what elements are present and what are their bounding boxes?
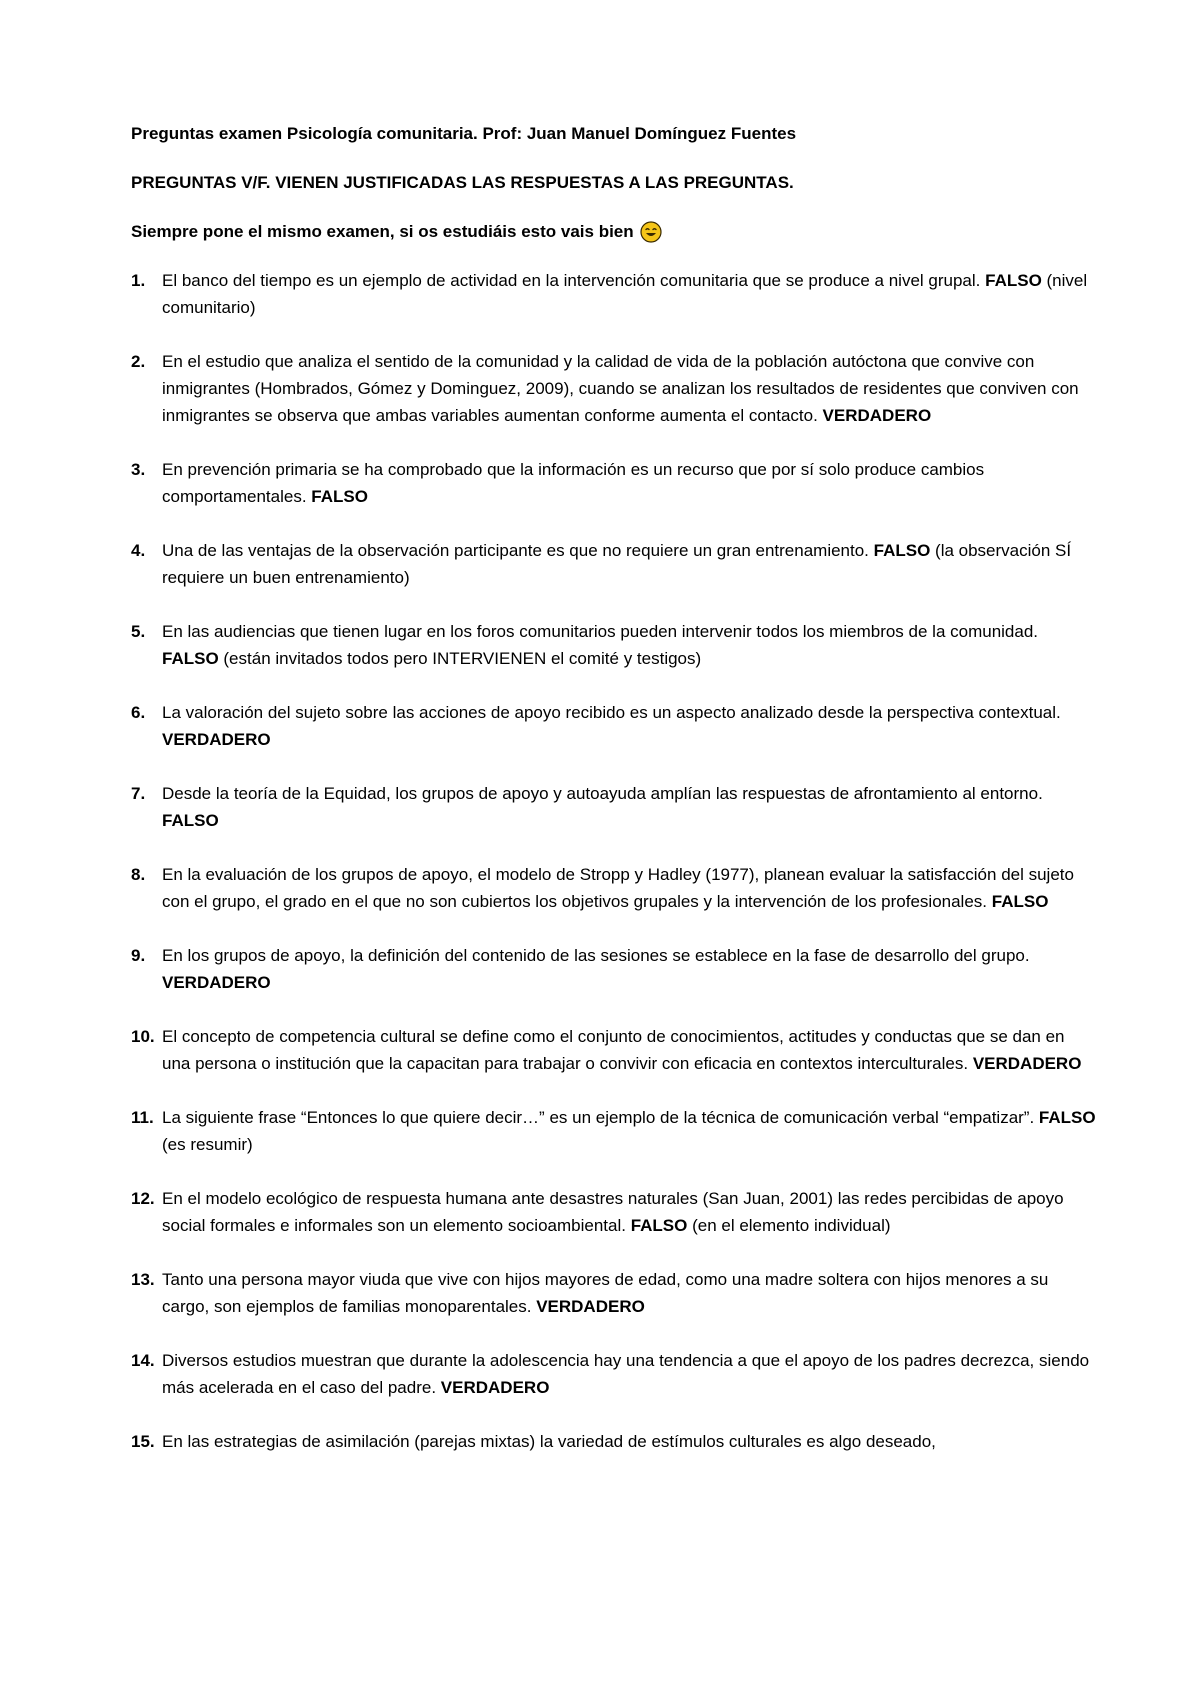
question-number: 6. [131, 703, 146, 722]
question-text: En los grupos de apoyo, la definición del contenido de las sesiones se establece en la fase de desarrollo del grupo. [162, 946, 1030, 965]
question-text: En las audiencias que tienen lugar en los foros comunitarios pueden intervenir todos los miembros de la comunidad. [162, 622, 1039, 641]
question-item [131, 1104, 1096, 1158]
question-note: (están invitados todos pero INTERVIENEN el comité y testigos) [218, 649, 702, 668]
document-subtitle: PREGUNTAS V/F. VIENEN JUSTIFICADAS LAS RESPUESTAS A LAS PREGUNTAS. [131, 173, 794, 192]
question-text: El banco del tiempo es un ejemplo de actividad en la intervención comunitaria que se produce a nivel grupal. [162, 271, 986, 290]
question-text: En las estrategias de asimilación (parejas mixtas) la variedad de estímulos culturales es algo deseado, [162, 1432, 936, 1451]
question-text: Diversos estudios muestran que durante la adolescencia hay una tendencia a que el apoyo de los padres decrezca, siendo más acelerada en el caso del padre. [162, 1351, 1090, 1397]
question-answer: VERDADERO [822, 406, 932, 425]
question-item [131, 861, 1096, 915]
question-item [131, 267, 1096, 321]
question-answer: VERDADERO [440, 1378, 550, 1397]
question-note: (en el elemento individual) [687, 1216, 891, 1235]
document-page [131, 120, 1096, 1482]
question-answer: FALSO [311, 487, 368, 506]
question-text: La siguiente frase “Entonces lo que quiere decir…” es un ejemplo de la técnica de comunicación verbal “empatizar”. [162, 1108, 1039, 1127]
question-answer: FALSO [162, 811, 219, 830]
question-item [131, 456, 1096, 510]
question-note: (la observación SÍ requiere un buen entrenamiento) [162, 541, 1072, 587]
question-number: 15. [131, 1432, 155, 1451]
question-answer: FALSO [630, 1216, 688, 1235]
question-answer: FALSO [873, 541, 931, 560]
intro-text: Siempre pone el mismo examen, si os estudiáis esto vais bien [131, 222, 634, 241]
question-text: En el estudio que analiza el sentido de la comunidad y la calidad de vida de la población autóctona que convive con inmigrantes (Hombrados, Gómez y Dominguez, 2009), cuando se analizan los resultados de residentes que conviven con inmigrantes se observa que ambas variables aumentan conforme aumenta el contacto. [162, 352, 1079, 425]
question-item [131, 1266, 1096, 1320]
question-item [131, 1347, 1096, 1401]
smiley-face-icon [640, 221, 662, 243]
question-number: 3. [131, 460, 146, 479]
question-item [131, 537, 1096, 591]
question-text: Desde la teoría de la Equidad, los grupos de apoyo y autoayuda amplían las respuestas de afrontamiento al entorno. [162, 784, 1043, 803]
question-item [131, 618, 1096, 672]
question-answer: VERDADERO [536, 1297, 645, 1316]
question-answer: FALSO [985, 271, 1042, 290]
question-number: 14. [131, 1351, 155, 1370]
question-item [131, 942, 1096, 996]
question-answer: VERDADERO [162, 973, 271, 992]
question-answer: VERDADERO [972, 1054, 1082, 1073]
question-text: La valoración del sujeto sobre las acciones de apoyo recibido es un aspecto analizado desde la perspectiva contextual. [162, 703, 1061, 722]
question-number: 8. [131, 865, 146, 884]
question-note: (es resumir) [162, 1135, 253, 1154]
question-text: En prevención primaria se ha comprobado que la información es un recurso que por sí solo produce cambios comportamentales. [162, 460, 985, 506]
question-item [131, 1428, 1096, 1455]
question-item [131, 1185, 1096, 1239]
question-item [131, 1023, 1096, 1077]
question-answer: FALSO [991, 892, 1049, 911]
question-text: Una de las ventajas de la observación participante es que no requiere un gran entrenamiento. [162, 541, 874, 560]
question-number: 13. [131, 1270, 155, 1289]
intro-line [131, 218, 1096, 245]
question-text: Tanto una persona mayor viuda que vive con hijos mayores de edad, como una madre soltera con hijos menores a su cargo, son ejemplos de familias monoparentales. [162, 1270, 1049, 1316]
question-item [131, 348, 1096, 429]
question-number: 1. [131, 271, 146, 290]
question-answer: FALSO [162, 649, 219, 668]
question-number: 10. [131, 1027, 155, 1046]
question-text: El concepto de competencia cultural se define como el conjunto de conocimientos, actitudes y conductas que se dan en una persona o institución que la capacitan para trabajar o convivir con eficacia en contextos interculturales. [162, 1027, 1065, 1073]
question-text: En la evaluación de los grupos de apoyo, el modelo de Stropp y Hadley (1977), planean evaluar la satisfacción del sujeto con el grupo, el grado en el que no son cubiertos los objetivos grupales y la intervención de los profesionales. [162, 865, 1074, 911]
document-title: Preguntas examen Psicología comunitaria. Prof: Juan Manuel Domínguez Fuentes [131, 124, 797, 143]
question-number: 12. [131, 1189, 155, 1208]
question-answer: FALSO [1038, 1108, 1096, 1127]
question-number: 7. [131, 784, 146, 803]
question-text: En el modelo ecológico de respuesta humana ante desastres naturales (San Juan, 2001) las redes percibidas de apoyo social formales e informales son un elemento socioambiental. [162, 1189, 1064, 1235]
question-note: (nivel comunitario) [162, 271, 1088, 317]
question-item [131, 780, 1096, 834]
question-item [131, 699, 1096, 753]
question-number: 9. [131, 946, 146, 965]
question-number: 5. [131, 622, 146, 641]
question-number: 2. [131, 352, 146, 371]
question-answer: VERDADERO [162, 730, 271, 749]
question-number: 4. [131, 541, 146, 560]
question-number: 11. [131, 1108, 154, 1127]
questions-list [131, 267, 1096, 1455]
